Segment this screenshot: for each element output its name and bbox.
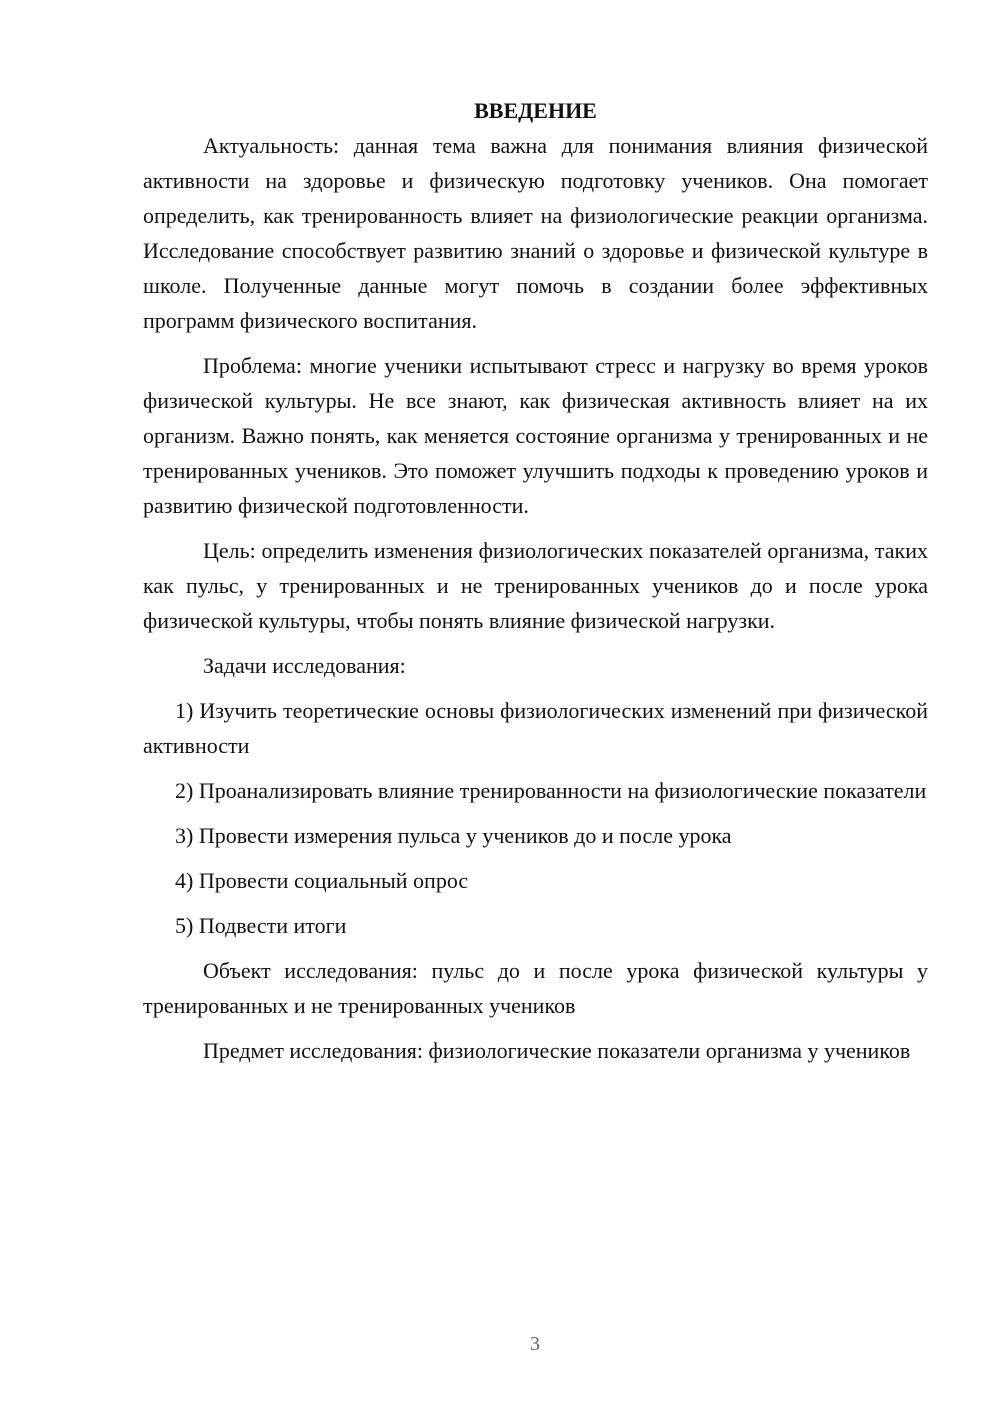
section-title: ВВЕДЕНИЕ [474, 98, 597, 123]
paragraph-relevance: Актуальность: данная тема важна для понимания влияния физической активности на здоровье и физическую подготовку учеников. Она помогает определить, как тренированность влияет на физиологические реакции организма. Исследование способствует развитию знаний о здоровье и физической культуре в школе. Полученные данные могут помочь в создании более эффективных программ физического воспитания. [143, 133, 928, 333]
document-body [143, 96, 928, 1078]
paragraph-object: Объект исследования: пульс до и после урока физической культуры у тренированных и не тренированных учеников [143, 958, 928, 1018]
paragraph-problem: Проблема: многие ученики испытывают стресс и нагрузку во время уроков физической культуры. Не все знают, как физическая активность влияет на их организм. Важно понять, как меняется состояние организма у тренированных и не тренированных учеников. Это поможет улучшить подходы к проведению уроков и развитию физической подготовленности. [143, 353, 928, 518]
paragraph-subject: Предмет исследования: физиологические показатели организма у учеников [203, 1038, 911, 1063]
page-number: 3 [530, 1333, 540, 1355]
paragraph-goal: Цель: определить изменения физиологических показателей организма, таких как пульс, у тренированных и не тренированных учеников до и после урока физической культуры, чтобы понять влияние физической нагрузки. [143, 538, 928, 633]
task-item-4: 4) Провести социальный опрос [175, 868, 469, 893]
tasks-heading: Задачи исследования: [203, 653, 406, 678]
task-item-2: 2) Проанализировать влияние тренированности на физиологические показатели [175, 778, 927, 803]
task-item-1: 1) Изучить теоретические основы физиологических изменений при физической активности [143, 698, 928, 758]
task-item-5: 5) Подвести итоги [175, 913, 347, 938]
task-item-3: 3) Провести измерения пульса у учеников до и после урока [175, 823, 732, 848]
